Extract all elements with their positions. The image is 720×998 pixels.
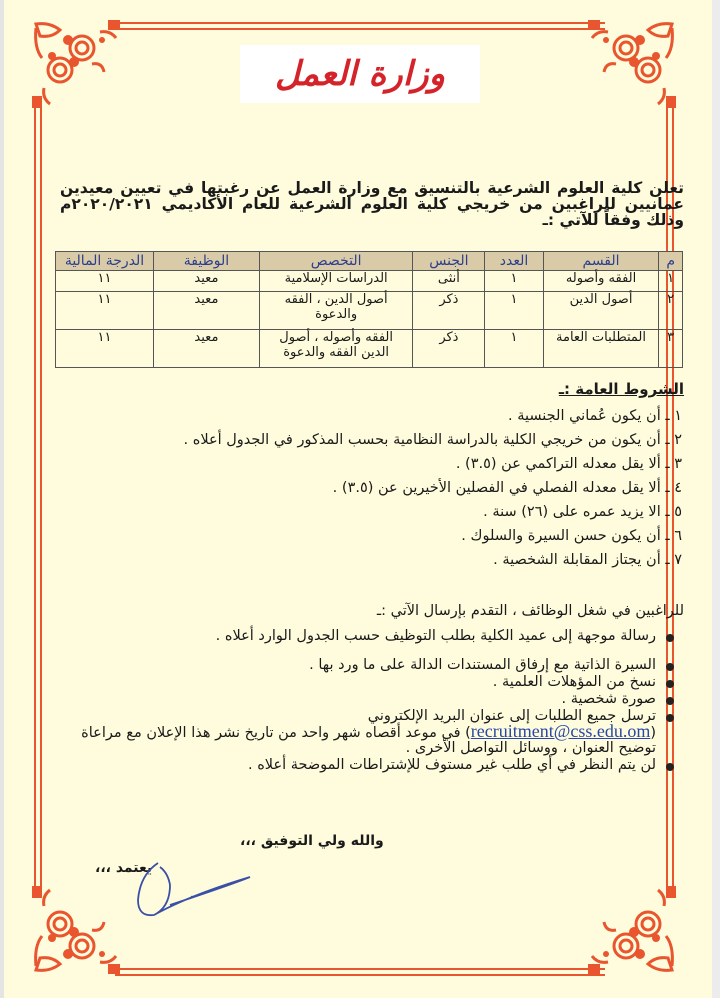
cell-grade: ١١ xyxy=(56,292,154,330)
condition-item: ٢ ـ أن يكون من خريجي الكلية بالدراسة النظامية بحسب المذكور في الجدول أعلاه . xyxy=(183,432,682,448)
cell-job: معيد xyxy=(154,292,260,330)
closing-phrase: والله ولي التوفيق ،،، xyxy=(240,833,384,849)
logo-text: وزارة العمل xyxy=(275,54,445,94)
frame-line-left-inner xyxy=(40,105,42,893)
header-count: العدد xyxy=(485,252,543,271)
requirement-item: رسالة موجهة إلى عميد الكلية بطلب التوظيف حسب الجدول الوارد أعلاه . xyxy=(60,629,678,644)
requirement-item: صورة شخصية . xyxy=(60,692,678,707)
cell-grade: ١١ xyxy=(56,271,154,292)
table-row xyxy=(56,330,683,368)
requirement-item: لن يتم النظر في أي طلب غير مستوف للإشتراطات الموضحة أعلاه . xyxy=(60,758,678,773)
condition-item: ٣ ـ ألا يقل معدله التراكمي عن (٣.٥) . xyxy=(455,456,682,472)
cell-serial: ٢ xyxy=(659,292,683,330)
intro-paragraph: تعلن كلية العلوم الشرعية بالتنسيق مع وزارة العمل عن رغبتها في تعيين معيدين عمانيين للراغبين من خريجي كلية العلوم الشرعية للعام الأكاديمي ٢٠٢٠/٢٠٢١م وذلك وفقاً للآتي :ـ xyxy=(60,179,684,229)
email-instruction-prefix: ترسل جميع الطلبات إلى عنوان البريد الإلكتروني xyxy=(367,708,656,724)
cell-count: ١ xyxy=(485,292,543,330)
condition-item: ١ ـ أن يكون عُماني الجنسية . xyxy=(507,408,682,424)
ministry-logo xyxy=(240,45,480,103)
email-instruction-suffix: في موعد أقصاه شهر واحد من تاريخ نشر هذا الإعلان مع مراعاة توضيح العنوان ، ووسائل التواصل الأخرى . xyxy=(81,725,656,756)
header-job: الوظيفة xyxy=(154,252,260,271)
condition-item: ٦ ـ أن يكون حسن السيرة والسلوك . xyxy=(461,528,682,544)
requirements-list xyxy=(60,629,684,773)
condition-item: ٧ ـ أن يجتاز المقابلة الشخصية . xyxy=(493,552,682,568)
recruitment-email-link[interactable]: recruitment@css.edu.om xyxy=(470,721,651,741)
signature-icon xyxy=(130,855,260,925)
frame-line-top-inner xyxy=(115,28,605,30)
condition-item: ٥ ـ الا يزيد عمره على (٢٦) سنة . xyxy=(483,504,682,520)
cell-job: معيد xyxy=(154,271,260,292)
cell-count: ١ xyxy=(485,330,543,368)
page-edge-left xyxy=(0,0,4,998)
cell-serial: ١ xyxy=(659,271,683,292)
floral-corner-ornament-icon xyxy=(588,886,678,976)
frame-line-bottom xyxy=(115,968,605,970)
floral-corner-ornament-icon xyxy=(30,18,120,108)
frame-line-bottom-inner xyxy=(115,974,605,976)
cell-count: ١ xyxy=(485,271,543,292)
table-row xyxy=(56,292,683,330)
requirement-item: السيرة الذاتية مع إرفاق المستندات الدالة على ما ورد بها . xyxy=(60,658,678,673)
approval-label: يعتمد ،،، xyxy=(95,860,153,876)
table-row xyxy=(56,271,683,292)
jobs-table xyxy=(55,251,683,368)
cell-specialization: الدراسات الإسلامية xyxy=(259,271,413,292)
table-header-row xyxy=(56,252,683,271)
conditions-title: الشروط العامة :ـ xyxy=(558,380,684,398)
cell-specialization: أصول الدين ، الفقه والدعوة xyxy=(259,292,413,330)
cell-specialization: الفقه وأصوله ، أصول الدين الفقه والدعوة xyxy=(259,330,413,368)
header-specialization: التخصص xyxy=(259,252,413,271)
header-serial: م xyxy=(659,252,683,271)
cell-serial: ٣ xyxy=(659,330,683,368)
cell-gender: ذكر xyxy=(413,330,485,368)
cell-gender: أنثى xyxy=(413,271,485,292)
header-grade: الدرجة المالية xyxy=(56,252,154,271)
cell-department: أصول الدين xyxy=(543,292,659,330)
floral-corner-ornament-icon xyxy=(30,886,120,976)
cell-department: الفقه وأصوله xyxy=(543,271,659,292)
cell-grade: ١١ xyxy=(56,330,154,368)
application-intro: للراغبين في شغل الوظائف ، التقدم بإرسال الآتي :ـ xyxy=(376,603,684,619)
general-conditions xyxy=(60,380,684,576)
condition-item: ٤ ـ ألا يقل معدله الفصلي في الفصلين الأخيرين عن (٣.٥) . xyxy=(332,480,682,496)
frame-line-left xyxy=(34,105,36,893)
requirement-item-email: ترسل جميع الطلبات إلى عنوان البريد الإلكتروني (recruitment@css.edu.om) في موعد أقصاه شهر واحد من تاريخ نشر هذا الإعلان مع مراعاة توضيح العنوان ، ووسائل التواصل الأخرى . xyxy=(60,709,678,756)
cell-gender: ذكر xyxy=(413,292,485,330)
requirement-item: نسخ من المؤهلات العلمية . xyxy=(60,675,678,690)
header-gender: الجنس xyxy=(413,252,485,271)
page-edge-right xyxy=(712,0,720,998)
header-department: القسم xyxy=(543,252,659,271)
cell-department: المتطلبات العامة xyxy=(543,330,659,368)
frame-line-top xyxy=(115,22,605,24)
application-section xyxy=(60,603,684,775)
floral-corner-ornament-icon xyxy=(588,18,678,108)
cell-job: معيد xyxy=(154,330,260,368)
